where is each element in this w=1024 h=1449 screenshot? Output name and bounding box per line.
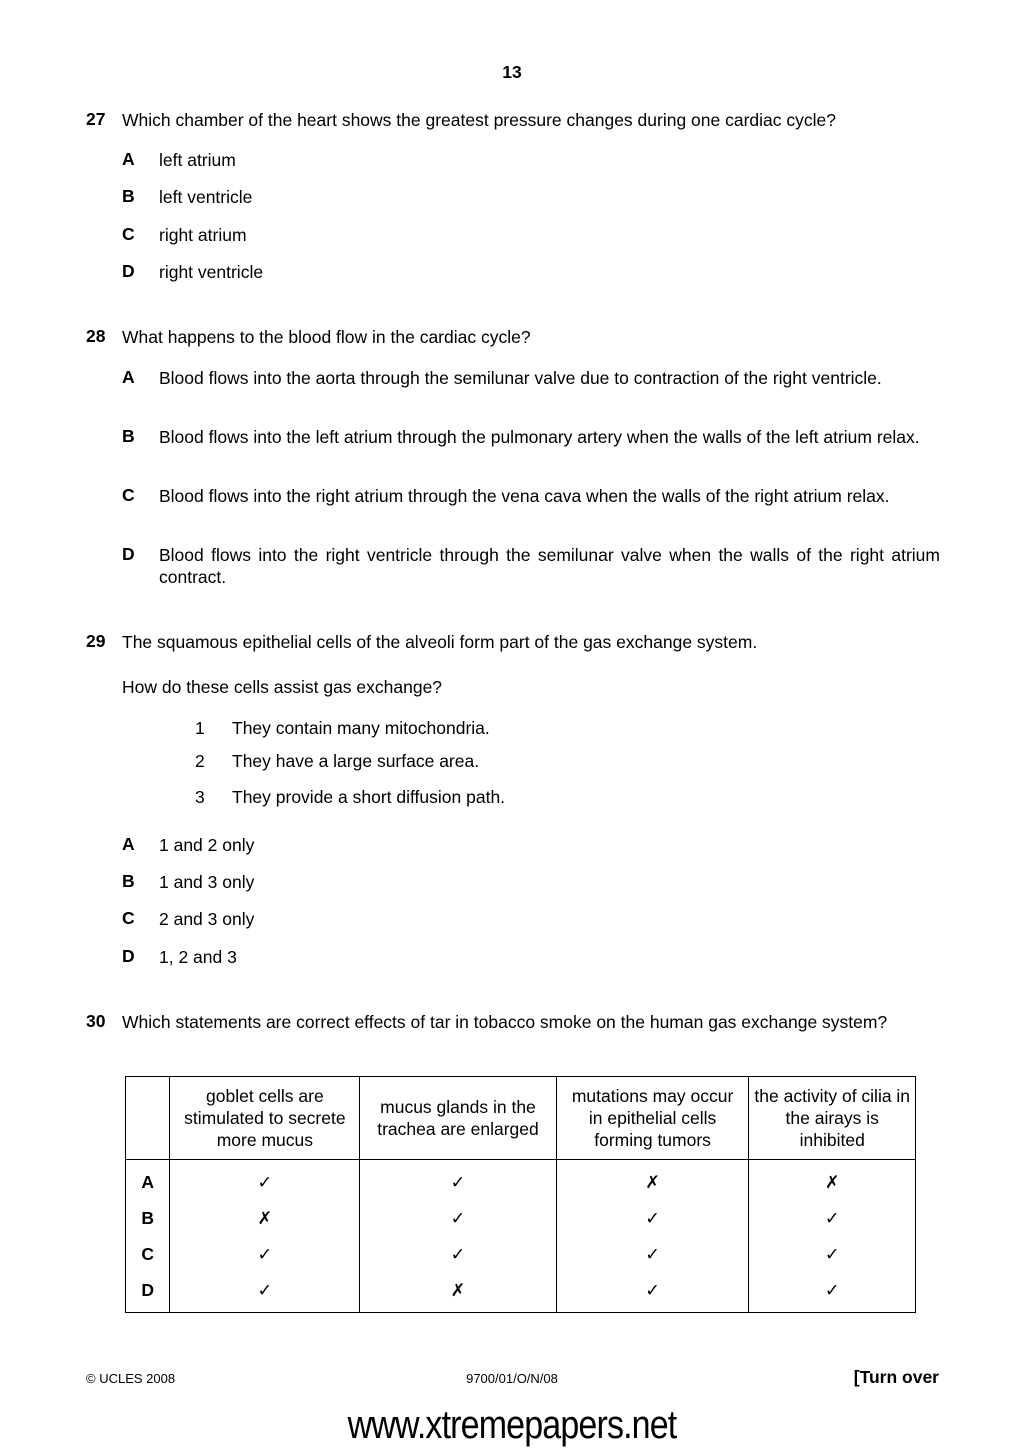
table-header-cell: the activity of cilia in the airays is inhibited <box>749 1077 916 1160</box>
mark-cell: ✗ <box>749 1160 916 1201</box>
option-letter: D <box>122 261 135 281</box>
mark-cell: ✗ <box>556 1160 749 1201</box>
paper-code: 9700/01/O/N/08 <box>466 1371 558 1386</box>
option-text: Blood flows into the right ventricle through the semilunar valve when the walls of the right atrium contract. <box>159 545 940 587</box>
statement-number: 1 <box>195 718 205 738</box>
turn-over-label: [Turn over <box>853 1367 939 1387</box>
row-label: D <box>126 1272 170 1313</box>
option-text: left atrium <box>159 150 236 170</box>
row-label: A <box>126 1160 170 1201</box>
question-subtext: How do these cells assist gas exchange? <box>122 677 443 697</box>
statement-number: 2 <box>195 751 205 771</box>
statement-text: They have a large surface area. <box>232 751 480 771</box>
option-text: right ventricle <box>159 262 264 282</box>
mark-cell: ✓ <box>170 1236 360 1272</box>
option-letter: B <box>122 426 135 446</box>
option-letter: B <box>122 186 135 206</box>
row-label: C <box>126 1236 170 1272</box>
statement-text: They provide a short diffusion path. <box>232 787 506 807</box>
mark-cell: ✗ <box>360 1272 556 1313</box>
option-text: Blood flows into the right atrium through the vena cava when the walls of the right atrium relax. <box>159 486 890 506</box>
option-letter: D <box>122 946 135 966</box>
table-row <box>126 1200 916 1236</box>
table-row <box>126 1160 916 1201</box>
option-text: 1, 2 and 3 <box>159 947 237 967</box>
option-letter: A <box>122 367 135 387</box>
table-row <box>126 1236 916 1272</box>
question-text: Which chamber of the heart shows the greatest pressure changes during one cardiac cycle? <box>122 110 836 130</box>
option-text: Blood flows into the left atrium through the pulmonary artery when the walls of the left atrium relax. <box>159 427 920 447</box>
option-text: Blood flows into the aorta through the semilunar valve due to contraction of the right ventricle. <box>159 368 882 388</box>
mark-cell: ✓ <box>556 1272 749 1313</box>
option-letter: A <box>122 834 135 854</box>
option-letter: A <box>122 149 135 169</box>
mark-cell: ✓ <box>360 1200 556 1236</box>
mark-cell: ✓ <box>749 1236 916 1272</box>
table-header-row <box>126 1077 916 1160</box>
option-text: left ventricle <box>159 187 253 207</box>
mark-cell: ✓ <box>749 1200 916 1236</box>
table-header-cell: goblet cells are stimulated to secrete more mucus <box>170 1077 360 1160</box>
question-number: 27 <box>86 109 106 129</box>
mark-cell: ✓ <box>360 1160 556 1201</box>
question-text: Which statements are correct effects of tar in tobacco smoke on the human gas exchange system? <box>122 1012 888 1032</box>
statement-number: 3 <box>195 787 205 807</box>
table-row <box>126 1272 916 1313</box>
row-label: B <box>126 1200 170 1236</box>
table-header-cell <box>126 1077 170 1160</box>
option-text: 1 and 2 only <box>159 835 255 855</box>
option-text: right atrium <box>159 225 247 245</box>
option-text: 1 and 3 only <box>159 872 255 892</box>
table-header-cell: mucus glands in the trachea are enlarged <box>360 1077 556 1160</box>
option-letter: C <box>122 224 135 244</box>
page-number: 13 <box>502 62 522 82</box>
watermark-url: www.xtremepapers.net <box>347 1403 677 1447</box>
question-number: 28 <box>86 326 106 346</box>
statement-text: They contain many mitochondria. <box>232 718 490 738</box>
mark-cell: ✓ <box>360 1236 556 1272</box>
question-text: The squamous epithelial cells of the alveoli form part of the gas exchange system. <box>122 632 758 652</box>
question-number: 30 <box>86 1011 106 1031</box>
option-text: 2 and 3 only <box>159 909 255 929</box>
tar-effects-table <box>125 1076 916 1313</box>
mark-cell: ✓ <box>556 1236 749 1272</box>
question-number: 29 <box>86 631 106 651</box>
table-header-cell: mutations may occur in epithelial cells forming tumors <box>556 1077 749 1160</box>
option-letter: B <box>122 871 135 891</box>
copyright-notice: © UCLES 2008 <box>86 1371 176 1386</box>
option-letter: C <box>122 485 135 505</box>
option-letter: C <box>122 908 135 928</box>
mark-cell: ✓ <box>170 1272 360 1313</box>
option-letter: D <box>122 544 135 564</box>
mark-cell: ✗ <box>170 1200 360 1236</box>
mark-cell: ✓ <box>749 1272 916 1313</box>
mark-cell: ✓ <box>170 1160 360 1201</box>
mark-cell: ✓ <box>556 1200 749 1236</box>
question-text: What happens to the blood flow in the cardiac cycle? <box>122 327 531 347</box>
